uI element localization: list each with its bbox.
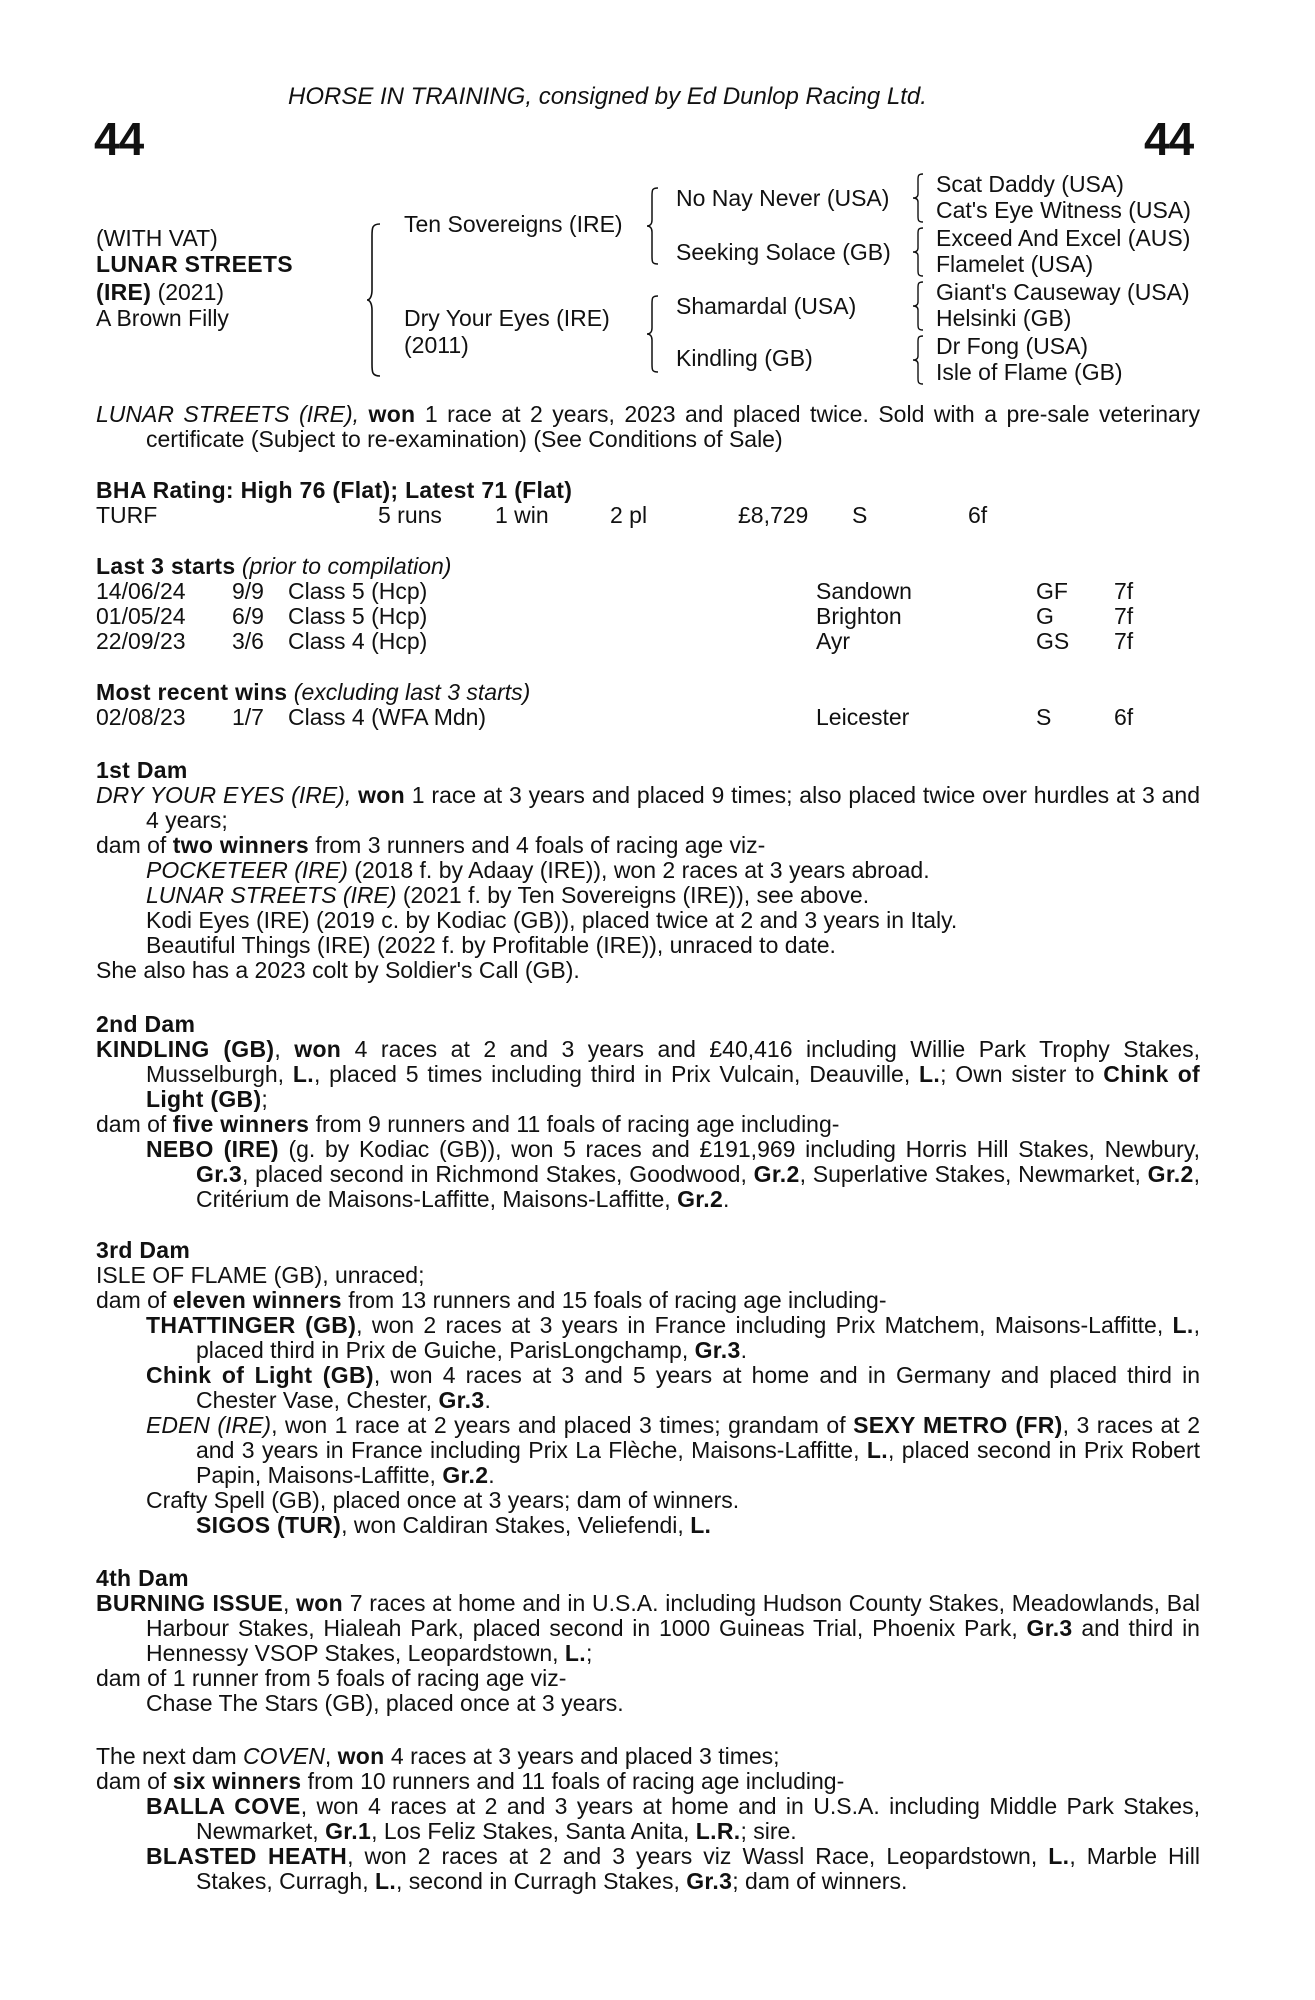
pedigree-ggp-7: Dr Fong (USA) (936, 333, 1089, 359)
pedigree-ggp-4: Flamelet (USA) (936, 251, 1094, 277)
race-race: Class 4 (Hcp) (288, 628, 428, 654)
lot-number-left: 44 (94, 113, 144, 165)
second-dam-section: 2nd Dam KINDLING (GB), won 4 races at 2 and 3 years and £40,416 including Willie Park Trophy Stakes, Musselburgh, L., placed 5 times including third in Prix Vulcain, Deauville, L.; Own sister to Chink of Light (GB); dam of five winners from 9 runners and 11 foals of racing age including- NEBO (IRE) (g. by Kodiac (GB)), won 5 races and £191,969 including Horris Hill Stakes, Newbury, Gr.3, placed second in Richmond Stakes, Goodwood, Gr.2, Superlative Stakes, Newmarket, Gr.2, Critérium de Maisons-Laffitte, Maisons-Laffitte, Gr.2. (96, 1011, 1201, 1212)
second-dam-heading: 2nd Dam (96, 1011, 196, 1037)
race-pos: 6/9 (232, 603, 264, 629)
race-going: G (1036, 603, 1054, 629)
race-dist: 7f (1114, 628, 1134, 654)
race-course: Brighton (816, 603, 902, 629)
fourth-dam-heading: 4th Dam (96, 1565, 189, 1591)
recent-wins-heading: Most recent wins (excluding last 3 starts) (96, 679, 531, 705)
pedigree-sire: Ten Sovereigns (IRE) (404, 211, 623, 237)
lot-number-right: 44 (1144, 113, 1194, 165)
horse-name: LUNAR STREETS (96, 251, 293, 277)
race-course: Leicester (816, 704, 910, 730)
horse-origin-year: (IRE) (2021) (96, 279, 225, 305)
first-dam-section: 1st Dam DRY YOUR EYES (IRE), won 1 race at 3 years and placed 9 times; also placed twice over hurdles at 3 and 4 years; dam of two winners from 3 runners and 4 foals of racing age viz- POCKETEER (IRE) (2018 f. by Adaay (IRE)), won 2 races at 3 years abroad. LUNAR STREETS (IRE) (2021 f. by Ten Sovereigns (IRE)), see above. Kodi Eyes (IRE) (2019 c. by Kodiac (GB)), placed twice at 2 and 3 years in Italy. Beautiful Things (IRE) (2022 f. by Profitable (IRE)), unraced to date. She also has a 2023 colt by Soldier's Call (GB). (96, 757, 1201, 983)
race-date: 14/06/24 (96, 578, 186, 604)
pedigree-sire-sire: No Nay Never (USA) (676, 185, 890, 211)
race-race: Class 5 (Hcp) (288, 603, 428, 629)
first-dam-heading: 1st Dam (96, 757, 188, 783)
race-going: GS (1036, 628, 1070, 654)
fourth-dam-section: 4th Dam BURNING ISSUE, won 7 races at home and in U.S.A. including Hudson County Stakes, Meadowlands, Bal Harbour Stakes, Hialeah Park, placed second in 1000 Guineas Trial, Phoenix Park, Gr.3 and third in Hennessy VSOP Stakes, Leopardstown, L.; dam of 1 runner from 5 foals of racing age viz- Chase The Stars (GB), placed once at 3 years. (96, 1565, 1200, 1716)
race-race: Class 4 (WFA Mdn) (288, 704, 487, 730)
third-dam-section: 3rd Dam ISLE OF FLAME (GB), unraced; dam of eleven winners from 13 runners and 15 foals of racing age including- THATTINGER (GB), won 2 races at 3 years in France including Prix Matchem, Maisons-Laffitte, L., placed third in Prix de Guiche, ParisLongchamp, Gr.3. Chink of Light (GB), won 4 races at 3 and 5 years at home and in Germany and placed third in Chester Vase, Chester, Gr.3. EDEN (IRE), won 1 race at 2 years and placed 3 times; grandam of SEXY METRO (FR), 3 races at 2 and 3 years in France including Prix La Flèche, Maisons-Laffitte, L., placed second in Prix Robert Papin, Maisons-Laffitte, Gr.2. Crafty Spell (GB), placed once at 3 years; dam of winners. SIGOS (TUR), won Caldiran Stakes, Veliefendi, L. (96, 1237, 1200, 1538)
pedigree-dam-year: (2011) (404, 332, 469, 358)
race-date: 02/08/23 (96, 704, 186, 730)
next-dam-section: The next dam COVEN, won 4 races at 3 years and placed 3 times; dam of six winners from 10 runners and 11 foals of racing age including- BALLA COVE, won 4 races at 2 and 3 years at home and in U.S.A. including Middle Park Stakes, Newmarket, Gr.1, Los Feliz Stakes, Santa Anita, L.R.; sire. BLASTED HEATH, won 2 races at 2 and 3 years viz Wassl Race, Leopardstown, L., Marble Hill Stakes, Curragh, L., second in Curragh Stakes, Gr.3; dam of winners. (96, 1743, 1201, 1894)
race-course: Ayr (816, 628, 851, 654)
pedigree-dam-dam: Kindling (GB) (676, 345, 813, 371)
pedigree-ggp-1: Scat Daddy (USA) (936, 171, 1124, 197)
bha-rating-heading: BHA Rating: High 76 (Flat); Latest 71 (Flat) (96, 477, 573, 503)
race-dist: 7f (1114, 578, 1134, 604)
race-date: 01/05/24 (96, 603, 186, 629)
race-pos: 9/9 (232, 578, 264, 604)
pedigree-ggp-3: Exceed And Excel (AUS) (936, 225, 1191, 251)
pedigree-braces-ggp (912, 172, 924, 388)
pedigree-brace-main (366, 222, 382, 378)
race-dist: 6f (1114, 704, 1134, 730)
pedigree-ggp-8: Isle of Flame (GB) (936, 359, 1123, 385)
race-date: 22/09/23 (96, 628, 186, 654)
pedigree-brace-sire (646, 186, 660, 266)
race-course: Sandown (816, 578, 912, 604)
race-race: Class 5 (Hcp) (288, 578, 428, 604)
race-dist: 7f (1114, 603, 1134, 629)
race-going: GF (1036, 578, 1068, 604)
horse-description: A Brown Filly (96, 305, 229, 331)
race-going: S (1036, 704, 1052, 730)
pedigree-brace-dam (646, 294, 660, 374)
pedigree-ggp-6: Helsinki (GB) (936, 305, 1072, 331)
pedigree-ggp-2: Cat's Eye Witness (USA) (936, 197, 1191, 223)
race-pos: 3/6 (232, 628, 264, 654)
pedigree-dam: Dry Your Eyes (IRE) (404, 305, 610, 331)
race-summary: LUNAR STREETS (IRE), won 1 race at 2 years, 2023 and placed twice. Sold with a pre-sale veterinary certificate (Subject to re-examination) (See Conditions of Sale) (96, 401, 1200, 452)
pedigree-sire-dam: Seeking Solace (GB) (676, 239, 891, 265)
page-title: HORSE IN TRAINING, consigned by Ed Dunlop Racing Ltd. (288, 83, 927, 110)
pedigree-dam-sire: Shamardal (USA) (676, 293, 857, 319)
vat-label: (WITH VAT) (96, 225, 218, 251)
last-starts-heading: Last 3 starts (prior to compilation) (96, 553, 452, 579)
pedigree-ggp-5: Giant's Causeway (USA) (936, 279, 1190, 305)
race-pos: 1/7 (232, 704, 264, 730)
third-dam-heading: 3rd Dam (96, 1237, 191, 1263)
